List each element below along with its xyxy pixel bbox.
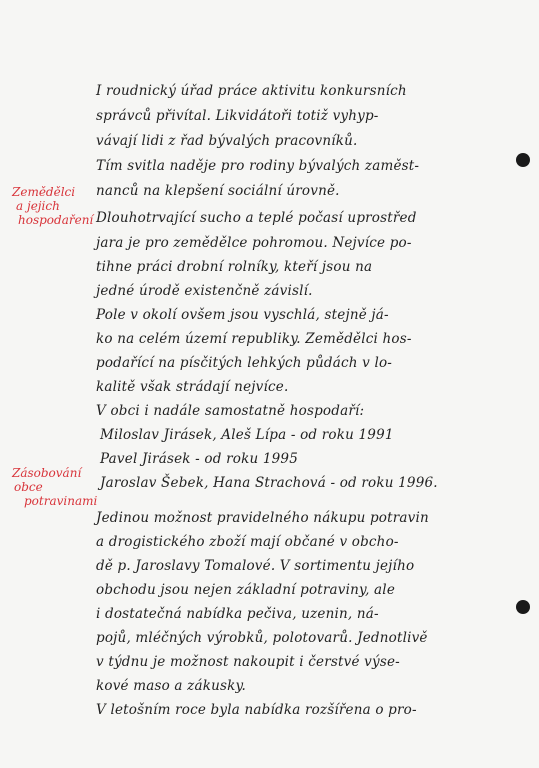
paragraph-2-line: podařící na písčitých lehkých půdách v lo- [96, 355, 393, 371]
paragraph-2-line: V obci i nadále samostatně hospodaří: [96, 403, 365, 419]
paragraph-1-line: Tím svitla naděje pro rodiny bývalých zaměst- [96, 158, 420, 174]
margin-note-line: Zásobování [12, 466, 82, 480]
margin-note-farmers [12, 185, 93, 227]
paragraph-3-line: i dostatečná nabídka pečiva, uzenin, ná- [96, 606, 379, 622]
paragraph-1-line: správců přivítal. Likvidátoři totiž vyhyp- [96, 108, 379, 124]
paragraph-2-line: Jaroslav Šebek, Hana Strachová - od roku 1996. [100, 475, 438, 491]
margin-note-line: potravinami [24, 494, 98, 508]
paragraph-3-line: a drogistického zboží mají občané v obcho- [96, 534, 399, 550]
paragraph-3-line: obchodu jsou nejen základní potraviny, ale [96, 582, 396, 598]
paragraph-2-line: jara je pro zemědělce pohromou. Nejvíce po- [96, 235, 412, 251]
paragraph-3-line: pojů, mléčných výrobků, polotovarů. Jednotlivě [96, 630, 428, 646]
punch-hole-bottom [516, 600, 530, 614]
paragraph-2-line: ko na celém území republiky. Zemědělci hos- [96, 331, 412, 347]
margin-note-line: obce [14, 480, 43, 494]
paragraph-1-line: I roudnický úřad práce aktivitu konkursních [96, 83, 407, 99]
paragraph-3-line: dě p. Jaroslavy Tomalové. V sortimentu jejího [96, 558, 415, 574]
margin-note-line: a jejich [16, 199, 60, 213]
paragraph-2-line: kalitě však strádají nejvíce. [96, 379, 289, 395]
paragraph-2-line: Pole v okolí ovšem jsou vyschlá, stejně já- [96, 307, 389, 323]
paragraph-2-line: tihne práci drobní rolníky, kteří jsou na [96, 259, 373, 275]
margin-note-line: hospodaření [18, 213, 94, 227]
paragraph-3-line: Jedinou možnost pravidelného nákupu potravin [96, 510, 429, 526]
paragraph-2-line: Miloslav Jirásek, Aleš Lípa - od roku 1991 [100, 427, 394, 443]
paragraph-1-line: nanců na klepšení sociální úrovně. [96, 183, 340, 199]
margin-note-supply [12, 466, 97, 508]
paragraph-2-line: Dlouhotrvající sucho a teplé počasí uprostřed [96, 210, 417, 226]
paragraph-1-line: vávají lidi z řad bývalých pracovníků. [96, 133, 358, 149]
paragraph-2-line: jedné úrodě existenčně závislí. [96, 283, 313, 299]
paragraph-3-line: V letošním roce byla nabídka rozšířena o pro- [96, 702, 417, 718]
paragraph-3-line: v týdnu je možnost nakoupit i čerstvé výse- [96, 654, 400, 670]
margin-note-line: Zemědělci [12, 185, 76, 199]
punch-hole-top [516, 153, 530, 167]
paragraph-2-line: Pavel Jirásek - od roku 1995 [100, 451, 298, 467]
paragraph-3-line: kové maso a zákusky. [96, 678, 247, 694]
